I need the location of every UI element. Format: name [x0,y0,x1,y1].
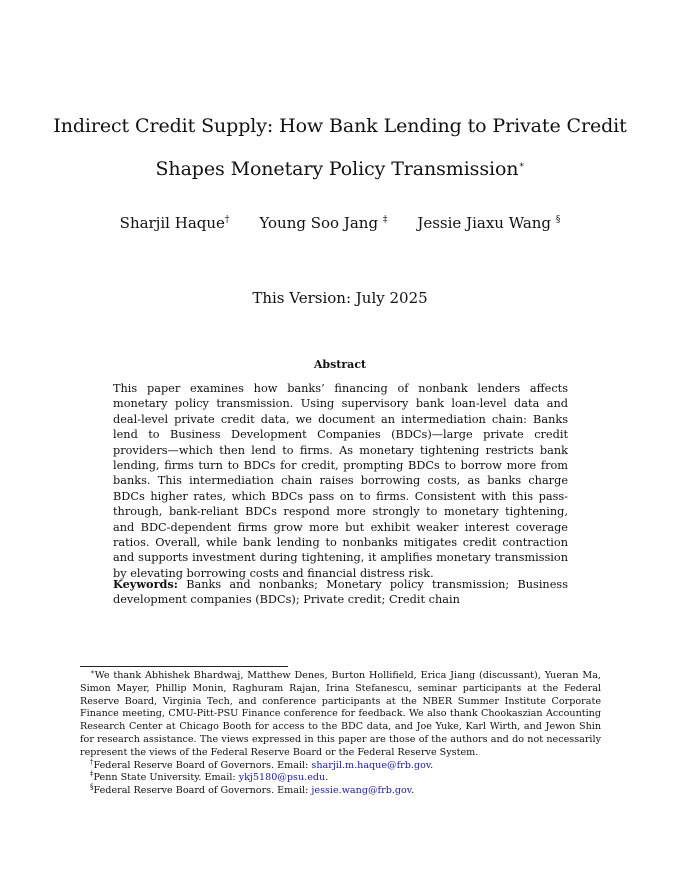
footnote-text: We thank Abhishek Bhardwaj, Matthew Denes, Burton Hollifield, Erica Jiang (discussant), Yueran Ma, Simon Mayer, Phillip Monin, Raghuram Rajan, Irina Stefanescu, seminar participants at the Federal Reserve Board, Virginia Tech, and conference participants at the NBER Summer Institute Corporate Finance meeting, CMU-Pitt-PSU Finance conference for feedback. We also thank Chookaszian Accounting Research Center at Chicago Booth for access to the BDC data, and Joe Yuke, Karl Wirth, and Jewon Shin for research assistance. The views expressed in this paper are those of the authors and do not necessarily represent the views of the Federal Reserve Board or the Federal Reserve System. [80,670,601,758]
paper-title-line-2 [40,158,640,180]
footnote-end: . [325,772,329,784]
footnote-author-2 [80,772,601,785]
email-link[interactable]: sharjil.m.haque@frb.gov [311,759,431,771]
paper-title-text-2: Shapes Monetary Policy Transmission [155,158,519,180]
author-footnote-mark: ‡ [382,215,388,225]
footnote-author-3 [80,782,601,798]
author [120,214,230,232]
abstract-body: This paper examines how banks’ financing of nonbank lenders affects monetary policy transmission. Using supervisory bank loan-level data and deal-level private credit data, we document an intermediation chain: Banks lend to Business Development Companies (BDCs)—large private credit providers—which then lend to firms. As monetary tightening restricts bank lending, firms turn to BDCs for credit, prompting BDCs to borrow more from banks. This intermediation chain raises borrowing costs, as banks charge BDCs higher rates, which BDCs pass on to firms. Consistent with this pass-through, bank-reliant BDCs respond more strongly to monetary tightening, and BDC-dependent firms grow more but exhibit weaker interest coverage ratios. Overall, while bank lending to nonbanks mitigates credit contraction and supports investment during tightening, it amplifies monetary transmission by elevating borrowing costs and financial distress risk. [113,382,568,580]
author [259,214,387,232]
footnote-author-1 [80,757,601,773]
author-footnote-mark: § [555,215,561,225]
version-date: This Version: July 2025 [252,289,428,307]
footnote-mark: ∗ [90,667,95,676]
author [417,214,560,232]
author-footnote-mark: † [224,215,230,225]
keywords [113,577,568,608]
keywords-text: Banks and nonbanks; Monetary policy transmission; Business development companies (BDCs); Private credit; Credit chain [113,578,568,607]
paper-title-line-1 [40,115,640,137]
author-name: Jessie Jiaxu Wang [417,214,552,232]
footnote-mark: ‡ [90,770,94,779]
abstract-heading: Abstract [313,358,367,371]
keywords-label: Keywords: [113,577,178,591]
footnote-text: Federal Reserve Board of Governors. Email: [93,759,312,771]
author-name: Young Soo Jang [259,214,379,232]
footnote-text: Federal Reserve Board of Governors. Email: [93,785,312,797]
email-link[interactable]: jessie.wang@frb.gov [311,785,412,797]
paper-title-text-1: Indirect Credit Supply: How Bank Lending to Private Credit [53,115,627,137]
footnotes [80,667,601,798]
footnote-end: . [411,785,415,797]
footnote-mark: § [90,782,94,791]
email-link[interactable]: ykj5180@psu.edu [238,772,326,784]
title-footnote-mark: ∗ [518,160,525,171]
footnote-acknowledgements [80,667,601,760]
footnote-text: Penn State University. Email: [93,772,239,784]
author-list [40,214,640,232]
footnote-divider [80,666,288,667]
footnote-end: . [430,759,434,771]
footnote-mark: † [90,757,94,766]
author-name: Sharjil Haque [119,214,225,232]
